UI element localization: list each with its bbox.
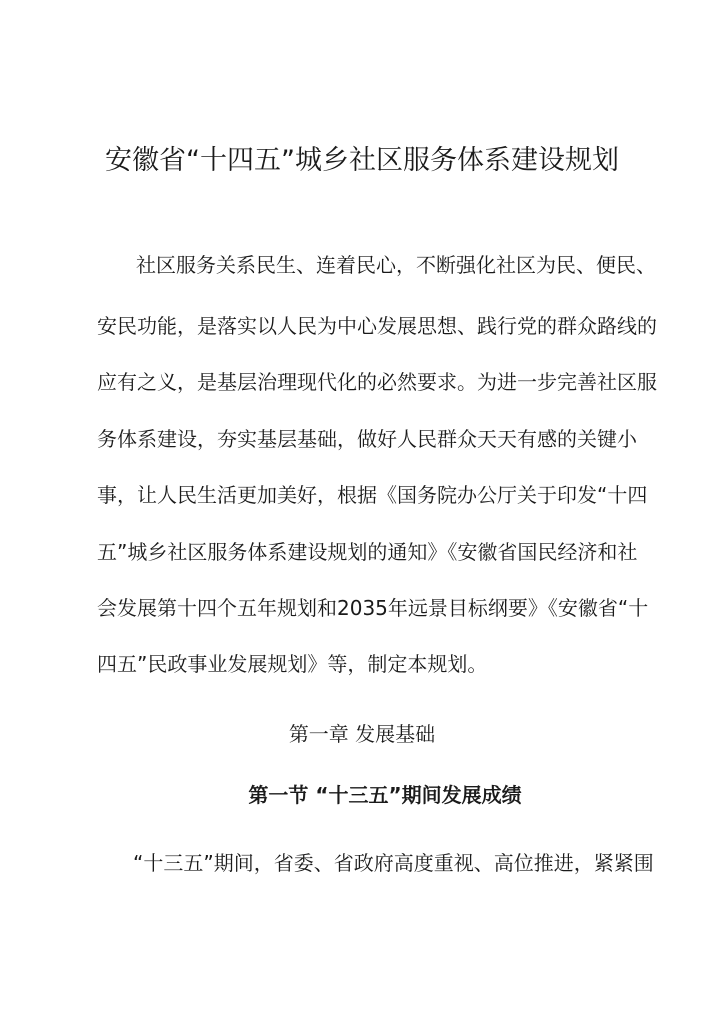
document-title: 安徽省“十四五”城乡社区服务体系建设规划 (105, 145, 619, 176)
intro-line-7: 会发展第十四个五年规划和2035年远景目标纲要》《安徽省“十 (97, 596, 649, 620)
intro-line-1: 社区服务关系民生、连着民心，不断强化社区为民、便民、 (136, 253, 656, 277)
intro-line-6: 五”城乡社区服务体系建设规划的通知》《安徽省国民经济和社 (97, 540, 638, 564)
chapter-heading: 第一章 发展基础 (288, 722, 436, 746)
intro-line-3: 应有之义，是基层治理现代化的必然要求。为进一步完善社区服 (97, 370, 657, 394)
intro-line-8: 四五”民政事业发展规划》等，制定本规划。 (97, 652, 488, 676)
intro-line-5: 事，让人民生活更加美好，根据《国务院办公厅关于印发“十四 (97, 483, 648, 507)
section-line-1: “十三五”期间，省委、省政府高度重视、高位推进，紧紧围 (133, 851, 654, 875)
intro-line-2: 安民功能，是落实以人民为中心发展思想、践行党的群众路线的 (97, 314, 657, 338)
intro-line-4: 务体系建设，夯实基层基础，做好人民群众天天有感的关键小 (97, 427, 637, 451)
section-heading: 第一节 “十三五”期间发展成绩 (248, 783, 522, 807)
